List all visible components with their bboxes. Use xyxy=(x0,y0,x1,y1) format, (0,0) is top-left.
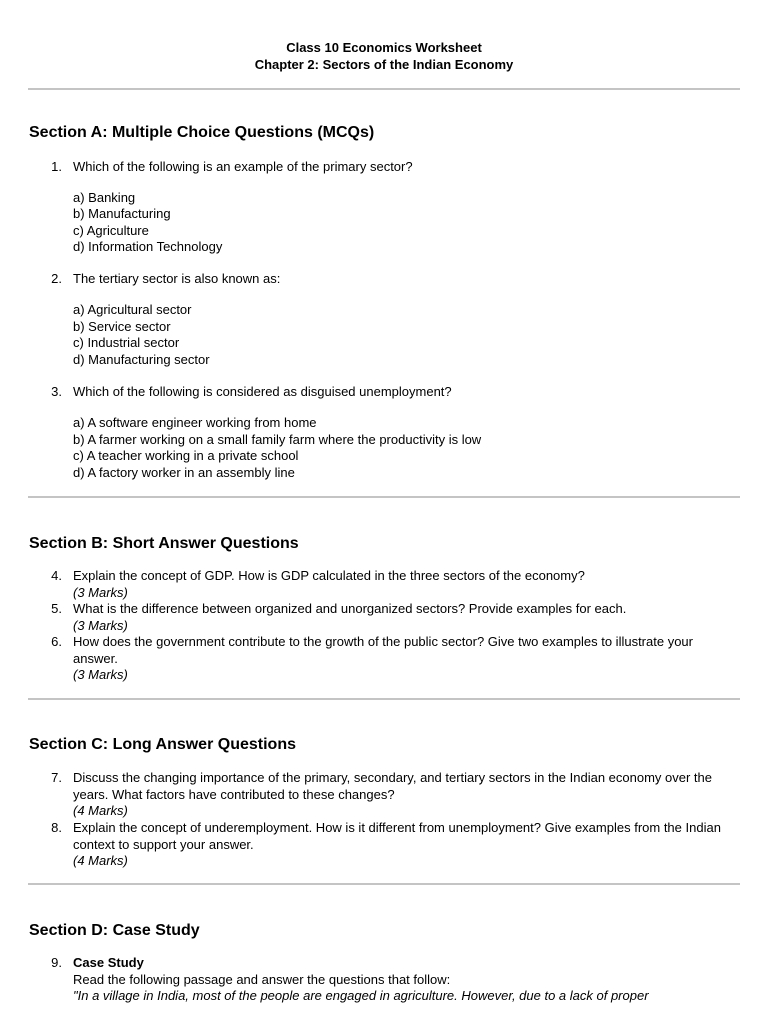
marks-label: (4 Marks) xyxy=(73,803,128,818)
question-number: 3. xyxy=(51,384,62,399)
worksheet-subtitle: Chapter 2: Sectors of the Indian Economy xyxy=(254,57,514,72)
case-study-passage: "In a village in India, most of the people are engaged in agriculture. However, due to a lack of proper xyxy=(73,988,649,1003)
question-number: 4. xyxy=(51,568,62,583)
question-number: 6. xyxy=(51,634,62,649)
question-text xyxy=(73,955,738,1005)
question-text: The tertiary sector is also known as: xyxy=(73,271,281,286)
worksheet-title: Class 10 Economics Worksheet xyxy=(286,40,482,55)
question-text xyxy=(73,568,738,601)
section-c-title: Section C: Long Answer Questions xyxy=(29,736,296,753)
marks-label: (3 Marks) xyxy=(73,617,128,633)
answer-option: d) A factory worker in an assembly line xyxy=(73,465,295,480)
answer-option: c) Industrial sector xyxy=(73,335,180,350)
section-b-title: Section B: Short Answer Questions xyxy=(29,535,299,552)
answer-option: d) Manufacturing sector xyxy=(73,352,210,367)
question-body: How does the government contribute to the growth of the public sector? Give two examples to illustrate your answer. xyxy=(73,634,693,666)
question-text xyxy=(73,634,738,684)
question-text: Which of the following is an example of the primary sector? xyxy=(73,159,413,174)
question-number: 5. xyxy=(51,601,62,616)
answer-option: b) A farmer working on a small family farm where the productivity is low xyxy=(73,432,482,447)
question-number: 9. xyxy=(51,955,62,970)
marks-label: (3 Marks) xyxy=(73,584,128,600)
question-number: 2. xyxy=(51,271,62,286)
question-body: Discuss the changing importance of the primary, secondary, and tertiary sectors in the Indian economy over the years. What factors have contributed to these changes? xyxy=(73,770,713,802)
question-body: What is the difference between organized and unorganized sectors? Provide examples for each. xyxy=(73,601,627,616)
worksheet-header xyxy=(0,39,768,73)
answer-option: a) Agricultural sector xyxy=(73,302,192,317)
answer-option: a) A software engineer working from home xyxy=(73,415,317,430)
divider xyxy=(28,496,740,498)
question-text xyxy=(73,820,738,870)
section-a-title: Section A: Multiple Choice Questions (MCQs) xyxy=(29,124,375,141)
answer-option: d) Information Technology xyxy=(73,239,223,254)
question-number: 1. xyxy=(51,159,62,174)
question-body: Explain the concept of underemployment. How is it different from unemployment? Give examples from the Indian context to support your answer. xyxy=(73,820,721,852)
answer-option: b) Manufacturing xyxy=(73,206,171,221)
question-text xyxy=(73,770,738,820)
answer-option: c) Agriculture xyxy=(73,223,149,238)
question-body: Explain the concept of GDP. How is GDP calculated in the three sectors of the economy? xyxy=(73,568,585,583)
question-number: 7. xyxy=(51,770,62,785)
question-number: 8. xyxy=(51,820,62,835)
case-study-instruction: Read the following passage and answer the questions that follow: xyxy=(73,971,451,987)
answer-option: b) Service sector xyxy=(73,319,171,334)
divider xyxy=(28,88,740,90)
question-text xyxy=(73,601,738,634)
divider xyxy=(28,883,740,885)
section-d-title: Section D: Case Study xyxy=(29,922,200,939)
answer-option: a) Banking xyxy=(73,190,136,205)
question-text: Which of the following is considered as disguised unemployment? xyxy=(73,384,452,399)
case-study-label: Case Study xyxy=(73,955,144,970)
marks-label: (4 Marks) xyxy=(73,853,128,868)
marks-label: (3 Marks) xyxy=(73,667,128,682)
divider xyxy=(28,698,740,700)
answer-option: c) A teacher working in a private school xyxy=(73,448,299,463)
